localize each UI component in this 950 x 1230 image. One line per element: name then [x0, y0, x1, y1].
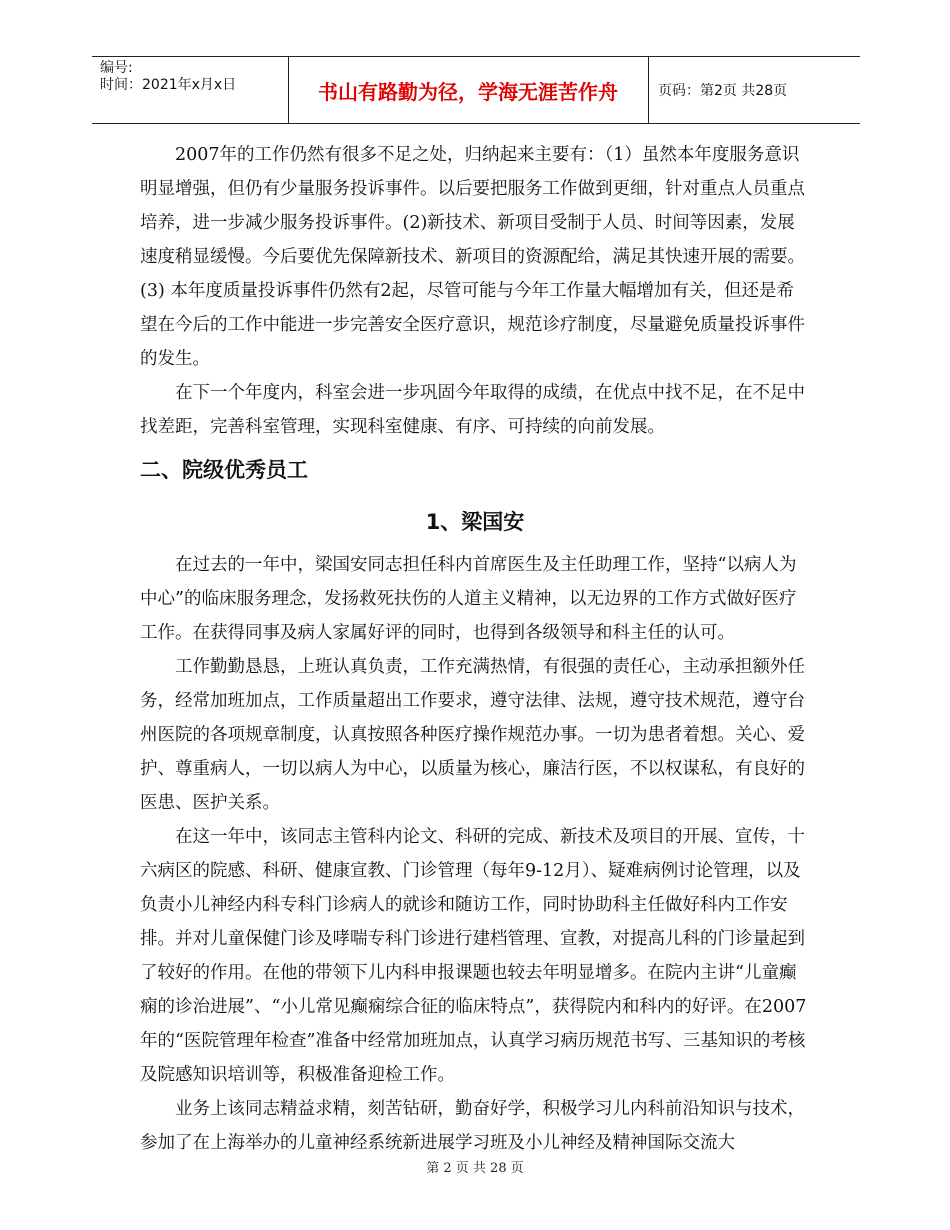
section-heading: 二、院级优秀员工	[140, 458, 308, 482]
page-footer: 第 2 页 共 28 页	[426, 1161, 524, 1176]
header-slogan: 书山有路勤为径，学海无涯苦作舟	[318, 79, 618, 104]
person-paragraph: 在这一年中，该同志主管科内论文、科研的完成、新技术及项目的开展、宣传，十六病区的院感、科研、健康宣教、门诊管理（每年9-12月）、疑难病例讨论管理，以及负责小儿神经内科专科门诊病人的就诊和随访工作，同时协助科主任做好科内工作安排。并对儿童保健门诊及哮喘专科门诊进行建档管理、宣教，对提高儿科的门诊量起到了较好的作用。在他的带领下儿内科申报课题也较去年明显增多。在院内主讲“儿童癫痫的诊治进展”、“小儿常见癫痫综合征的临床特点”，获得院内和科内的好评。在2007年的“医院管理年检查”准备中经常加班加点，认真学习病历规范书写、三基知识的考核及院感知识培训等，积极准备迎检工作。	[140, 827, 807, 1085]
time-label: 时间：2021年x月x日	[100, 77, 237, 93]
person-paragraph: 工作勤勤恳恳，上班认真负责，工作充满热情，有很强的责任心，主动承担额外任务，经常加班加点，工作质量超出工作要求，遵守法律、法规，遵守技术规范，遵守台州医院的各项规章制度，认真按照各种医疗操作规范办事。一切为患者着想。关心、爱护、尊重病人，一切以病人为中心，以质量为核心，廉洁行医，不以权谋私，有良好的医患、医护关系。	[140, 657, 805, 813]
person-heading: 1、梁国安	[425, 510, 525, 534]
page-header	[92, 56, 860, 124]
outlook-paragraph: 在下一个年度内，科室会进一步巩固今年取得的成绩，在优点中找不足，在不足中找差距，完善科室管理，实现科室健康、有序、可持续的向前发展。	[140, 383, 805, 437]
person-paragraph: 业务上该同志精益求精，刻苦钻研，勤奋好学，积极学习儿内科前沿知识与技术，参加了在上海举办的儿童神经系统新进展学习班及小儿神经及精神国际交流大	[140, 1099, 805, 1153]
summary-paragraph: 2007年的工作仍然有很多不足之处，归纳起来主要有：（1）虽然本年度服务意识明显增强，但仍有少量服务投诉事件。以后要把服务工作做到更细，针对重点人员重点培养，进一步减少服务投诉事件。(2)新技术、新项目受制于人员、时间等因素，发展速度稍显缓慢。今后要优先保障新技术、新项目的资源配给，满足其快速开展的需要。(3) 本年度质量投诉事件仍然有2起，尽管可能与今年工作量大幅增加有关，但还是希望在今后的工作中能进一步完善安全医疗意识，规范诊疗制度，尽量避免质量投诉事件的发生。	[140, 145, 805, 369]
header-page-code: 页码：第2页 共28页	[658, 83, 788, 99]
document-body	[140, 138, 810, 1160]
person-paragraph: 在过去的一年中，梁国安同志担任科内首席医生及主任助理工作，坚持“以病人为中心”的临床服务理念，发扬救死扶伤的人道主义精神，以无边界的工作方式做好医疗工作。在获得同事及病人家属好评的同时，也得到各级领导和科主任的认可。	[140, 555, 797, 643]
number-label: 编号:	[100, 60, 133, 76]
header-divider-right	[648, 57, 649, 123]
header-meta	[100, 60, 285, 94]
